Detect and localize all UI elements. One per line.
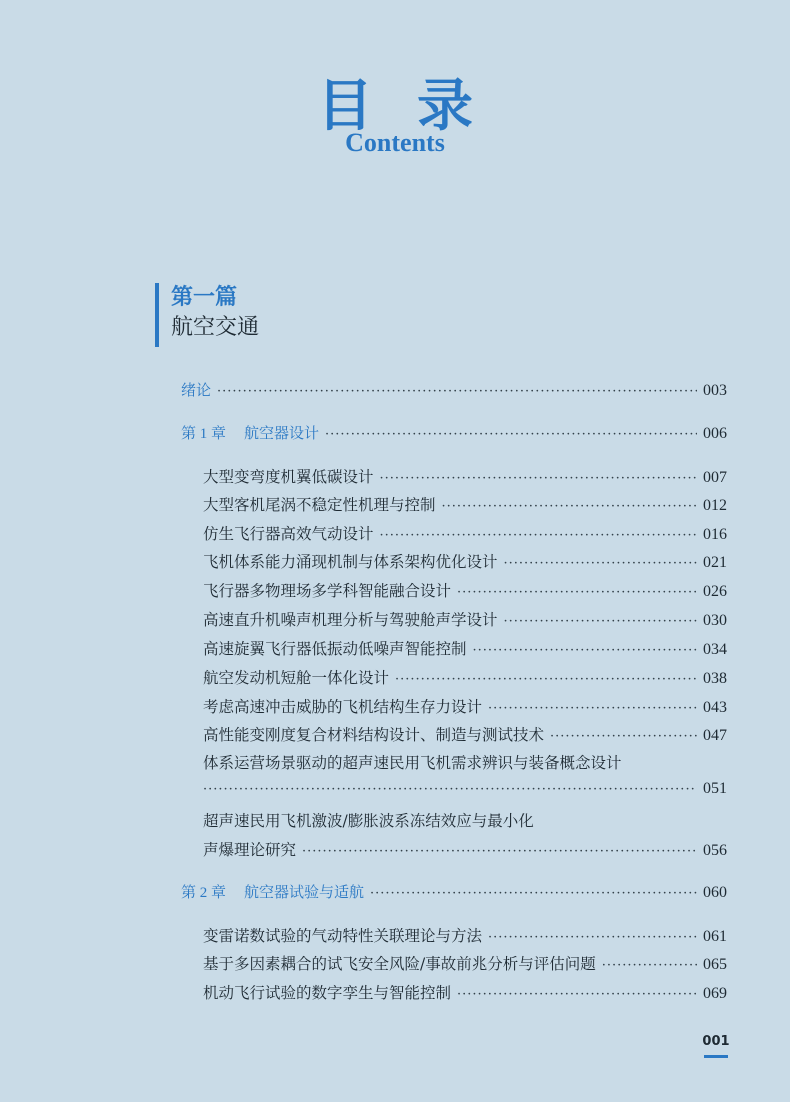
entry-title: 变雷诺数试验的气动特性关联理论与方法 [203, 927, 483, 945]
toc-entry-chapter-2[interactable] [181, 881, 727, 903]
toc-entry[interactable] [203, 924, 727, 946]
part-label: 第一篇 [171, 285, 238, 310]
leader-dots [325, 427, 697, 442]
page-number: 034 [703, 641, 727, 658]
part-heading [155, 283, 259, 347]
page-number: 038 [703, 670, 727, 687]
entry-title: 超声速民用飞机激波/膨胀波系冻结效应与最小化 [203, 812, 534, 830]
leader-dots [457, 987, 697, 1002]
page-number: 056 [703, 842, 727, 859]
leader-dots [203, 782, 697, 797]
page-number: 043 [703, 699, 727, 716]
toc-entry[interactable] [203, 608, 727, 630]
toc-entry[interactable] [203, 695, 727, 717]
page-number: 051 [703, 780, 727, 797]
entry-title: 高速直升机噪声机理分析与驾驶舱声学设计 [203, 611, 498, 629]
toc-entry[interactable] [203, 465, 727, 487]
toc-entry[interactable] [203, 522, 727, 544]
entry-title: 考虑高速冲击威胁的飞机结构生存力设计 [203, 698, 483, 716]
page-number: 007 [703, 469, 727, 486]
chapter-title: 航空器试验与适航 [244, 883, 365, 901]
leader-dots [370, 886, 697, 901]
page-number: 021 [703, 554, 727, 571]
page-number: 069 [703, 985, 727, 1002]
leader-dots [217, 384, 697, 399]
page-number: 061 [703, 928, 727, 945]
leader-dots [457, 585, 697, 600]
leader-dots [380, 528, 697, 543]
leader-dots [380, 471, 697, 486]
leader-dots [302, 844, 697, 859]
entry-title-cont: 声爆理论研究 [203, 841, 297, 859]
toc-entry[interactable] [203, 637, 727, 659]
page-number: 030 [703, 612, 727, 629]
entry-title: 飞行器多物理场多学科智能融合设计 [203, 582, 452, 600]
leader-dots [550, 729, 697, 744]
toc-entry-wrapped-line2[interactable] [203, 838, 727, 860]
leader-dots [488, 701, 697, 716]
toc-entry[interactable] [203, 493, 727, 515]
toc-entry[interactable] [203, 981, 727, 1003]
page-number: 047 [703, 727, 727, 744]
toc-entry-chapter-1[interactable] [181, 422, 727, 444]
toc-entry-wrapped-line2[interactable] [203, 780, 727, 802]
chapter-number: 第 1 章 [181, 426, 227, 442]
folio-underline [704, 1055, 728, 1058]
page-title-english: Contents [345, 128, 445, 157]
part-title: 航空交通 [171, 315, 260, 340]
entry-title: 飞机体系能力涌现机制与体系架构优化设计 [203, 553, 498, 571]
title-char-2: 录 [417, 73, 473, 139]
page-number: 026 [703, 583, 727, 600]
toc-entry[interactable] [203, 666, 727, 688]
toc-entry[interactable] [203, 550, 727, 572]
entry-title: 机动飞行试验的数字孪生与智能控制 [203, 984, 452, 1002]
chapter-title: 航空器设计 [244, 424, 320, 442]
toc-entry-wrapped-line1[interactable] [203, 751, 727, 773]
toc-entry[interactable] [203, 952, 727, 974]
folio-page-number: 001 [702, 1034, 730, 1049]
entry-title: 大型客机尾涡不稳定性机理与控制 [203, 496, 436, 514]
entry-title: 高速旋翼飞行器低振动低噪声智能控制 [203, 640, 467, 658]
entry-title: 高性能变刚度复合材料结构设计、制造与测试技术 [203, 726, 545, 744]
page-number: 012 [703, 497, 727, 514]
title-char-1: 目 [317, 73, 373, 139]
leader-dots [473, 643, 697, 658]
page-number: 065 [703, 956, 727, 973]
leader-dots [602, 958, 697, 973]
leader-dots [504, 614, 697, 629]
page-number: 003 [703, 382, 727, 399]
entry-title: 基于多因素耦合的试飞安全风险/事故前兆分析与评估问题 [203, 955, 596, 973]
leader-dots [504, 556, 697, 571]
toc-entry-intro[interactable] [181, 379, 727, 401]
toc-entry-wrapped-line1[interactable] [203, 809, 727, 831]
leader-dots [395, 672, 697, 687]
page-number: 016 [703, 526, 727, 543]
toc-entry[interactable] [203, 579, 727, 601]
entry-title: 航空发动机短舱一体化设计 [203, 669, 390, 687]
entry-title: 大型变弯度机翼低碳设计 [203, 468, 374, 486]
leader-dots [442, 499, 697, 514]
intro-label: 绪论 [181, 381, 212, 399]
chapter-number: 第 2 章 [181, 885, 227, 901]
page-number: 060 [703, 884, 727, 901]
leader-dots [488, 930, 697, 945]
entry-title: 仿生飞行器高效气动设计 [203, 525, 374, 543]
toc-entry[interactable] [203, 723, 727, 745]
page-number: 006 [703, 425, 727, 442]
entry-title: 体系运营场景驱动的超声速民用飞机需求辨识与装备概念设计 [203, 754, 622, 772]
